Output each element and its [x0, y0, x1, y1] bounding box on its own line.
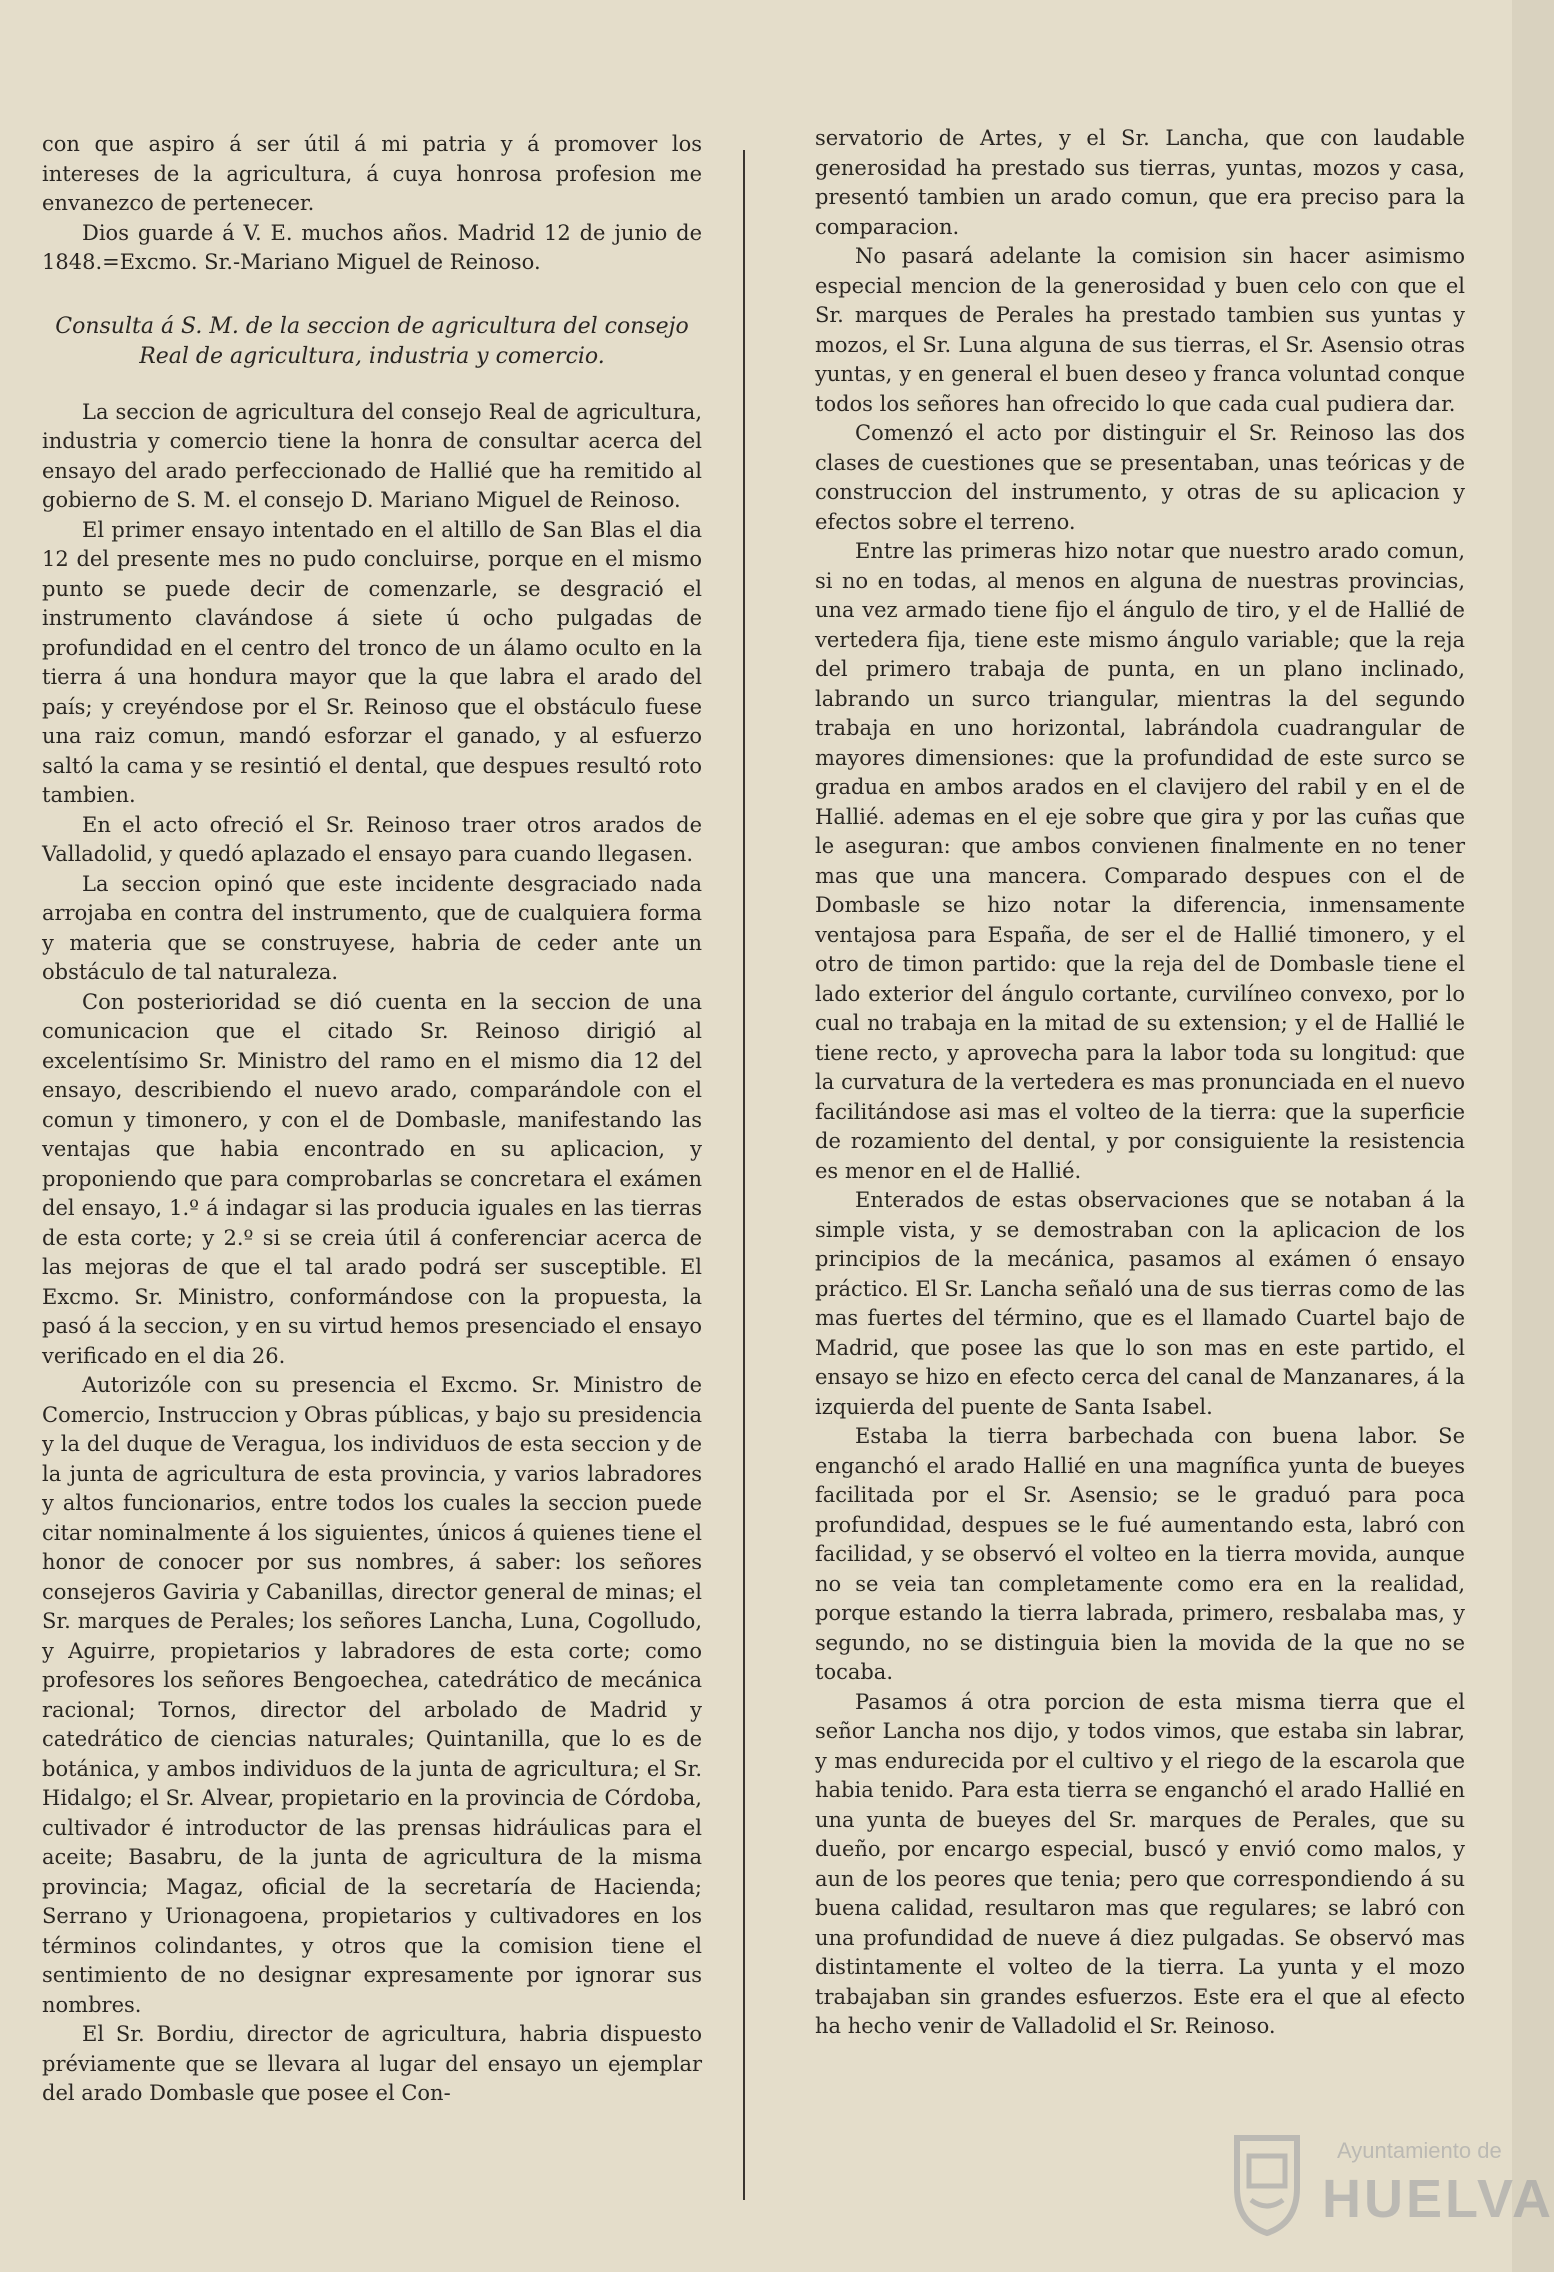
left-paragraph: Autorizóle con su presencia el Excmo. Sr. Ministro de Comercio, Instruccion y Obras públicas, y bajo su presidencia y la del duque de Veragua, los individuos de esta seccion y de la junta de agricultura de esta provincia, y varios labradores y altos funcionarios, entre todos los cuales la seccion puede citar nominalmente á los siguientes, únicos á quienes tiene el honor de conocer por sus nombres, á saber: los señores consejeros Gaviria y Cabanillas, director general de minas; el Sr. marques de Perales; los señores Lancha, Luna, Cogolludo, y Aguirre, propietarios y labradores de esta corte; como profesores los señores Bengoechea, catedrático de mecánica racional; Tornos, director del arbolado de Madrid y catedrático de ciencias naturales; Quintanilla, que lo es de botánica, y ambos individuos de la junta de agricultura; el Sr. Hidalgo; el Sr. Alvear, propietario en la provincia de Córdoba, cultivador é introductor de las prensas hidráulicas para el aceite; Basabru, de la junta de agricultura de la misma provincia; Magaz, oficial de la secretaría de Hacienda; Serrano y Urionagoena, propietarios y cultivadores en los términos colindantes, y otros que la comision tiene el sentimiento de no designar expresamente por ignorar sus nombres. — [42, 1373, 702, 2017]
consulta-heading: Consulta á S. M. de la seccion de agricultura del consejo Real de agricultura, industria y comercio. — [55, 313, 689, 369]
right-paragraph: Estaba la tierra barbechada con buena labor. Se enganchó el arado Hallié en una magnífica yunta de bueyes facilitada por el Sr. Asensio; se le graduó para poca profundidad, despues se le fué aumentando esta, labró con facilidad, y se observó el volteo en la tierra movida, aunque no se veia tan completamente como era en la realidad, porque estando la tierra labrada, primero, resbalaba mas, y segundo, no se distinguia bien la movida de la que no se tocaba. — [815, 1424, 1465, 1684]
right-paragraph: Pasamos á otra porcion de esta misma tierra que el señor Lancha nos dijo, y todos vimos, que estaba sin labrar, y mas endurecida por el cultivo y el riego de la escarola que habia tenido. Para esta tierra se enganchó el arado Hallié en una yunta de bueyes del Sr. marques de Perales, que su dueño, por encargo especial, buscó y envió como malos, y aun de los peores que tenia; pero que correspondiendo á su buena calidad, resultaron mas que regulares; se labró con una profundidad de nueve á diez pulgadas. Se observó mas distintamente el volteo de la tierra. La yunta y el mozo trabajaban sin grandes esfuerzos. Este era el que al efecto ha hecho venir de Valladolid el Sr. Reinoso. — [815, 1689, 1465, 2038]
right-paragraph: No pasará adelante la comision sin hacer asimismo especial mencion de la generosidad y buen celo con que el Sr. marques de Perales ha prestado tambien sus yuntas y mozos, el Sr. Luna alguna de sus tierras, el Sr. Asensio otras yuntas, y en general el buen deseo y franca voluntad conque todos los señores han ofrecido lo que cada cual pudiera dar. — [815, 244, 1465, 416]
left-column — [42, 130, 702, 2109]
left-paragraph: El primer ensayo intentado en el altillo de San Blas el dia 12 del presente mes no pudo concluirse, porque en el mismo punto se puede decir de comenzarle, se desgració el instrumento clavándose á siete ú ocho pulgadas de profundidad en el centro del tronco de un álamo oculto en la tierra á una hondura mayor que la que labra el arado del país; y creyéndose por el Sr. Reinoso que el obstáculo fuese una raiz comun, mandó esforzar el ganado, y al esfuerzo saltó la cama y se resintió el dental, que despues resultó roto tambien. — [42, 517, 702, 807]
right-paragraph: servatorio de Artes, y el Sr. Lancha, que con laudable generosidad ha prestado sus tierras, yuntas, mozos y casa, presentó tambien un arado comun, que era preciso para la comparacion. — [815, 126, 1465, 239]
huelva-crest-icon — [1227, 2128, 1307, 2238]
right-column — [815, 124, 1465, 2042]
right-paragraph: Entre las primeras hizo notar que nuestro arado comun, si no en todas, al menos en alguna de nuestras provincias, una vez armado tiene fijo el ángulo de tiro, y el de Hallié de vertedera fija, tiene este mismo ángulo variable; que la reja del primero trabaja de punta, en un plano inclinado, labrando un surco triangular, mientras la del segundo trabaja en uno horizontal, labrándola cuadrangular de mayores dimensiones: que la profundidad de este surco se gradua en ambos arados en el clavijero del rabil y en el de Hallié. ademas en el eje sobre que gira y por las cuñas que le aseguran: que ambos convienen finalmente en no tener mas que una mancera. Comparado despues con el de Dombasle se hizo notar la diferencia, inmensamente ventajosa para España, de ser el de Hallié timonero, y el otro de timon partido: que la reja del de Dombasle tiene el lado exterior del ángulo cortante, curvilíneo convexo, por lo cual no trabaja en la mitad de su extension; y el de Hallié le tiene recto, y aprovecha para la labor toda su longitud: que la curvatura de la vertedera es mas pronunciada en el nuevo facilitándose asi mas el volteo de la tierra: que la superficie de rozamiento del dental, y por consiguiente la resistencia es menor en el de Hallié. — [815, 539, 1465, 1183]
ayuntamiento-watermark — [1172, 2120, 1554, 2250]
left-paragraph: En el acto ofreció el Sr. Reinoso traer otros arados de Valladolid, y quedó aplazado el ensayo para cuando llegasen. — [42, 812, 702, 866]
watermark-line1: Ayuntamiento de — [1337, 2138, 1502, 2163]
left-paragraph: La seccion opinó que este incidente desgraciado nada arrojaba en contra del instrumento, que de cualquiera forma y materia que se construyese, habria de ceder ante un obstáculo de tal naturaleza. — [42, 871, 702, 984]
left-paragraph: La seccion de agricultura del consejo Real de agricultura, industria y comercio tiene la honra de consultar acerca del ensayo del arado perfeccionado de Hallié que ha remitido al gobierno de S. M. el consejo D. Mariano Miguel de Reinoso. — [42, 399, 702, 512]
letter-signature: Dios guarde á V. E. muchos años. Madrid 12 de junio de 1848.=Excmo. Sr.-Mariano Miguel de Reinoso. — [42, 220, 702, 274]
right-paragraph: Comenzó el acto por distinguir el Sr. Reinoso las dos clases de cuestiones que se presentaban, unas teóricas y de construccion del instrumento, y otras de su aplicacion y efectos sobre el terreno. — [815, 421, 1465, 534]
left-paragraph: El Sr. Bordiu, director de agricultura, habria dispuesto préviamente que se llevara al lugar del ensayo un ejemplar del arado Dombasle que posee el Con- — [42, 2022, 702, 2105]
right-paragraph: Enterados de estas observaciones que se notaban á la simple vista, y se demostraban con la aplicacion de los principios de la mecánica, pasamos al exámen ó ensayo práctico. El Sr. Lancha señaló una de sus tierras como de las mas fuertes del término, que es el llamado Cuartel bajo de Madrid, que posee las que lo son mas en este partido, el ensayo se hizo en efecto cerca del canal de Manzanares, á la izquierda del puente de Santa Isabel. — [815, 1188, 1465, 1419]
left-paragraph: Con posterioridad se dió cuenta en la seccion de una comunicacion que el citado Sr. Reinoso dirigió al excelentísimo Sr. Ministro del ramo en el mismo dia 12 del ensayo, describiendo el nuevo arado, comparándole con el comun y timonero, y con el de Dombasle, manifestando las ventajas que habia encontrado en su aplicacion, y proponiendo que para comprobarlas se concretara el exámen del ensayo, 1.º á indagar si las producia iguales en las tierras de esta corte; y 2.º si se creia útil á conferenciar acerca de las mejoras de que el tal arado podrá ser susceptible. El Excmo. Sr. Ministro, conformándose con la propuesta, la pasó á la seccion, y en su virtud hemos presenciado el ensayo verificado en el dia 26. — [42, 989, 702, 1368]
column-divider — [743, 150, 745, 2200]
letter-closing-paragraph: con que aspiro á ser útil á mi patria y á promover los intereses de la agricultura, á cuya honrosa profesion me envanezco de pertenecer. — [42, 132, 702, 215]
watermark-line2: HUELVA — [1322, 2169, 1554, 2229]
